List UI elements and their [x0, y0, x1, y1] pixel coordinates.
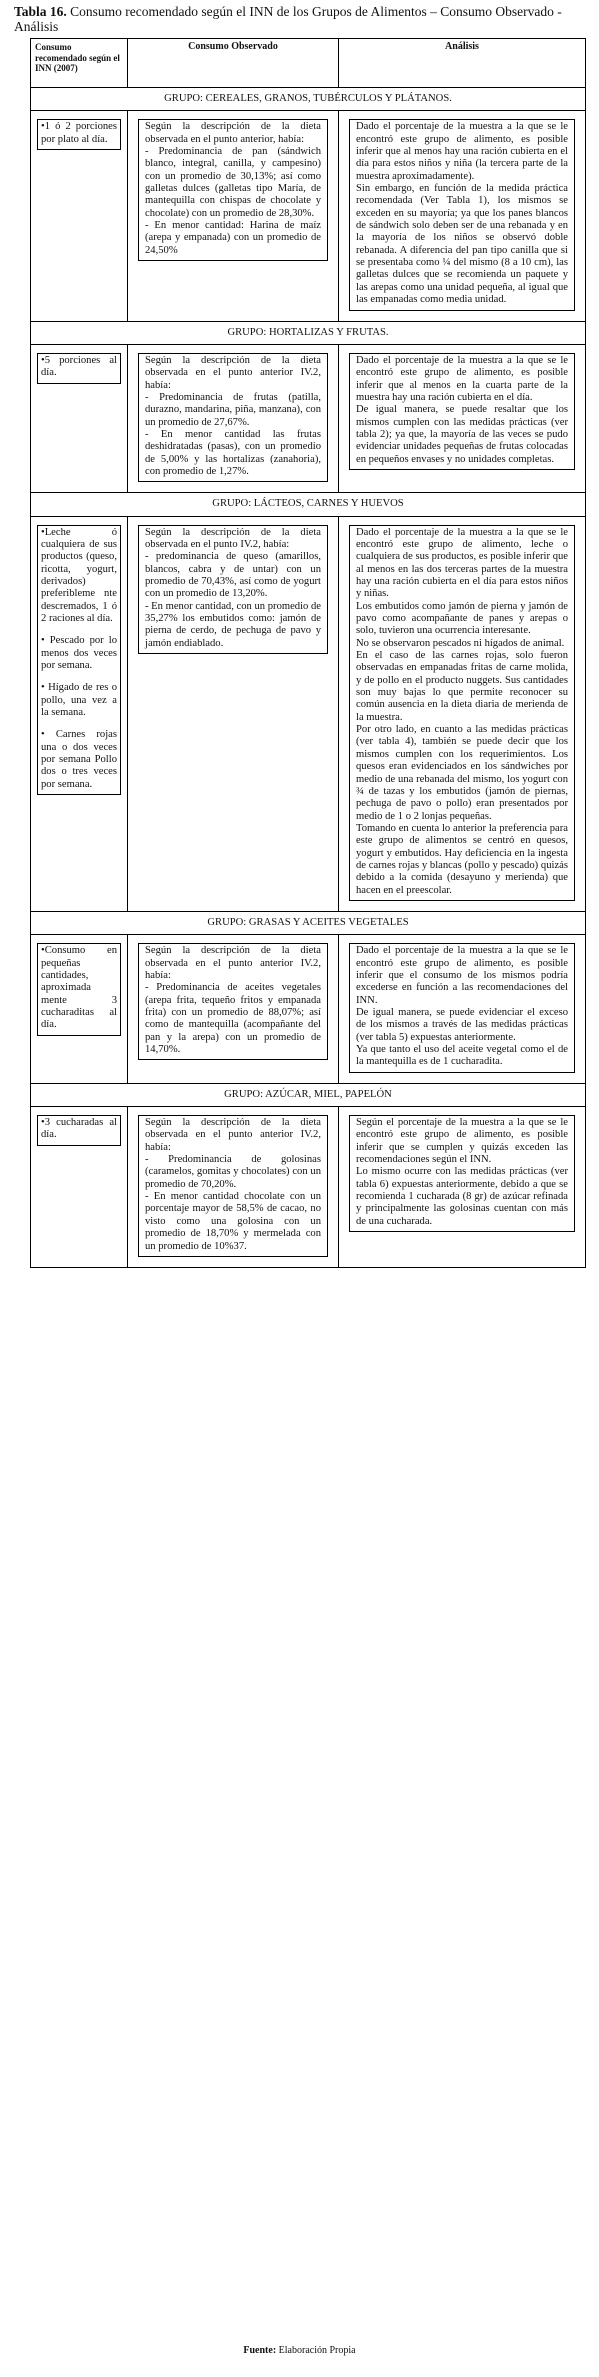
cell-paragraph: Dado el porcentaje de la muestra a la que se le encontró este grupo de alimento, leche o cualquiera de sus productos, es posible inferir que al menos en las dos terceras partes de la muestra hay una ración cubierta en el día para estos niños y niñas. — [356, 526, 568, 600]
analysis-cell — [339, 516, 586, 911]
cell-paragraph: - En menor cantidad las frutas deshidratadas (pasas), con un promedio de 5,00% y las hortalizas (zanahoria), con promedio de 1,27%. — [145, 428, 321, 477]
recommended-cell — [31, 1107, 128, 1268]
cell-paragraph: Según el porcentaje de la muestra a la que se le encontró este grupo de alimento, es posible inferir que se cumplen y quizás exceden las recomendaciones según el INN. — [356, 1117, 568, 1166]
cell-box — [37, 525, 121, 796]
observed-cell — [128, 516, 339, 911]
food-groups-table — [30, 38, 586, 1268]
header-analysis: Análisis — [339, 39, 586, 88]
cell-box — [138, 943, 328, 1060]
cell-paragraph: Los embutidos como jamón de pierna y jamón de pavo como acompañante de panes y arepas o solo, tuvieron una ocurrencia interesante. — [356, 600, 568, 637]
group-header-row — [31, 911, 586, 934]
cell-box — [37, 353, 121, 384]
cell-box — [138, 1115, 328, 1257]
observed-cell — [128, 935, 339, 1083]
cell-paragraph: •3 cucharadas al día. — [41, 1117, 117, 1141]
group-header-row — [31, 493, 586, 516]
cell-paragraph: De igual manera, se puede resaltar que los mismos cumplen con las medidas prácticas (ver tabla 2); ya que, la mayoría de las veces se pudo evidenciar unidades pequeñas de frutas colocadas en pequeños envases y no unidades completas. — [356, 404, 568, 465]
cell-box — [349, 1115, 575, 1232]
header-observed: Consumo Observado — [128, 39, 339, 88]
cell-paragraph: •Leche ó cualquiera de sus productos (queso, ricotta, yogurt, derivados) preferibleme nte descremados, 1 ó 2 raciones al día. — [41, 526, 117, 625]
caption-label: Tabla 16. — [14, 4, 67, 19]
cell-paragraph: Lo mismo ocurre con las medidas prácticas (ver tabla 6) expuestas anteriormente, debido a que se recomienda 1 cucharada (8 gr) de azúcar refinada y principalmente las golosinas cuentan con más de una cucharada. — [356, 1166, 568, 1227]
cell-paragraph: •1 ó 2 porciones por plato al día. — [41, 121, 117, 145]
cell-paragraph: •5 porciones al día. — [41, 354, 117, 379]
cell-paragraph: • Carnes rojas una o dos veces por semana Pollo dos o tres veces por semana. — [41, 729, 117, 790]
observed-cell — [128, 111, 339, 321]
cell-box — [349, 119, 575, 310]
cell-paragraph: Sin embargo, en función de la medida práctica recomendada (Ver Tabla 1), los mismos se exceden en su mayoría; ya que los panes blancos de sándwich solo deben ser de una rebanada y en la mayoría de los niños se observó doble rebanada. A diferencia del pan tipo canilla que si se presentaba como ¼ del mismo (8 a 10 cm), las galletas dulces que se recomienda un paquete y las arepas como una unidad pequeña, al igual que las empanadas como media unidad. — [356, 183, 568, 306]
spacer — [41, 625, 117, 635]
analysis-cell — [339, 344, 586, 492]
cell-paragraph: • Hígado de res o pollo, una vez a la semana. — [41, 682, 117, 719]
cell-paragraph: Según la descripción de la dieta observada en el punto anterior IV.2, había: — [145, 1117, 321, 1153]
recommended-cell — [31, 516, 128, 911]
cell-paragraph: - Predominancia de frutas (patilla, durazno, mandarina, piña, manzana), con un promedio de 27,67%. — [145, 391, 321, 428]
analysis-cell — [339, 935, 586, 1083]
cell-paragraph: Dado el porcentaje de la muestra a la que se le encontró este grupo de alimento, es posible inferir que al menos hay una ración cubierta en el día para estos niños y niña (la tercera parte de la muestra aproximadamente). — [356, 121, 568, 182]
cell-box — [138, 119, 328, 261]
observed-cell — [128, 344, 339, 492]
cell-box — [138, 525, 328, 654]
cell-box — [37, 1115, 121, 1146]
group-header-row — [31, 321, 586, 344]
source-note — [0, 2345, 599, 2356]
cell-paragraph: •Consumo en pequeñas cantidades, aproximada mente 3 cucharaditas al día. — [41, 945, 117, 1031]
recommended-cell — [31, 935, 128, 1083]
group-title: GRUPO: GRASAS Y ACEITES VEGETALES — [31, 911, 586, 934]
group-header-row — [31, 88, 586, 111]
cell-paragraph: Tomando en cuenta lo anterior la preferencia para este grupo de alimentos se centró en quesos, yogurt y embutidos. Hay deficiencia en la ingesta de carnes rojas y blancas (pollo y pescado) quizás debido a la comida (desayuno y merienda) que hacen en el preescolar. — [356, 822, 568, 896]
caption-text: Consumo recomendado según el INN de los Grupos de Alimentos – Consumo Observado - Análisis — [14, 4, 562, 34]
spacer — [41, 719, 117, 729]
cell-paragraph: - predominancia de queso (amarillos, blancos, cabra y de untar) con un promedio de 70,43%, así como de yogurt con un promedio de 13,20%. — [145, 551, 321, 600]
spacer — [41, 672, 117, 682]
observed-cell — [128, 1107, 339, 1268]
table-row — [31, 935, 586, 1083]
cell-paragraph: Ya que tanto el uso del aceite vegetal como el de la mantequilla es de 1 cucharadita. — [356, 1044, 568, 1068]
cell-paragraph: - En menor cantidad, con un promedio de 35,27% los embutidos como: jamón de pierna de cerdo, de pechuga de pavo y jamón endiablado. — [145, 600, 321, 649]
recommended-cell — [31, 111, 128, 321]
header-recommended: Consumo recomendado según el INN (2007) — [31, 39, 128, 88]
cell-paragraph: Por otro lado, en cuanto a las medidas prácticas (ver tabla 4), también se puede decir que los mismos cumplen con los requerimientos. Los quesos eran evidenciados en los sándwiches por medio de una rebanada del mismo, los yogurt con ¾ de tazas y los embutidos (jamón de piernas, pechuga de pavo o pollo) eran presentados por medio de 1 o 2 lonjas pequeñas. — [356, 724, 568, 822]
cell-box — [349, 943, 575, 1072]
recommended-cell — [31, 344, 128, 492]
cell-paragraph: Según la descripción de la dieta observada en el punto anterior IV.2, había: — [145, 945, 321, 981]
analysis-cell — [339, 1107, 586, 1268]
cell-paragraph: - Predominancia de pan (sándwich blanco, integral, canilla, y campesino) con un promedio de 30,13%; así como galletas dulces (galletas tipo María, de mantequilla con chispas de chocolate y chocolate) con un promedio de 28,30%. — [145, 146, 321, 219]
cell-box — [349, 353, 575, 470]
cell-box — [37, 119, 121, 150]
table-row — [31, 1107, 586, 1268]
cell-paragraph: Según la descripción de la dieta observada en el punto anterior IV.2, había: — [145, 354, 321, 391]
cell-paragraph: No se observaron pescados ni hígados de animal. — [356, 637, 565, 649]
cell-box — [37, 943, 121, 1035]
cell-paragraph: Dado el porcentaje de la muestra a la que se le encontró este grupo de alimento, es posible inferir que el consumo de los mismos podría excederse en función a las recomendaciones del INN. — [356, 945, 568, 1006]
cell-paragraph: En el caso de las carnes rojas, solo fueron observadas en empanadas fritas de carne molida, y de pollo en el producto nuggets. Sus cantidades son muy bajas lo que permite reconocer su común ausencia en la dieta diaria de merienda de la muestra. — [356, 650, 568, 723]
cell-box — [349, 525, 575, 901]
cell-paragraph: - En menor cantidad: Harina de maíz (arepa y empanada) con un promedio de 24,50% — [145, 220, 321, 256]
group-title: GRUPO: AZÚCAR, MIEL, PAPELÓN — [31, 1083, 586, 1106]
table-row — [31, 111, 586, 321]
cell-paragraph: Según la descripción de la dieta observada en el punto anterior, había: — [145, 121, 321, 145]
source-label: Fuente: — [243, 2345, 277, 2356]
cell-paragraph: - Predominancia de aceites vegetales (arepa frita, tequeño fritos y empanada frita) con un promedio de 88,07%; así como de mantequilla (acompañante del pan y la arepa) con un promedio de 14,70%. — [145, 982, 321, 1056]
group-title: GRUPO: LÁCTEOS, CARNES Y HUEVOS — [31, 493, 586, 516]
cell-paragraph: Dado el porcentaje de la muestra a la que se le encontró este grupo de alimento, es posible inferir que al menos en la cuarta parte de la muestra hay una ración cubierta en el día. — [356, 354, 568, 403]
table-caption — [14, 4, 589, 34]
cell-paragraph: - Predominancia de golosinas (caramelos, gomitas y chocolates) con un promedio de 70,20%. — [145, 1154, 321, 1190]
source-text: Elaboración Propia — [278, 2345, 356, 2356]
group-title: GRUPO: HORTALIZAS Y FRUTAS. — [31, 321, 586, 344]
cell-box — [138, 353, 328, 482]
table-row — [31, 344, 586, 492]
header-row — [31, 39, 586, 88]
analysis-cell — [339, 111, 586, 321]
cell-paragraph: - En menor cantidad chocolate con un porcentaje mayor de 58,5% de cacao, no visto como una golosina con un promedio de 18,70% y mermelada con un promedio de 10%37. — [145, 1191, 321, 1252]
cell-paragraph: Según la descripción de la dieta observada en el punto IV.2, había: — [145, 526, 321, 550]
cell-paragraph: De igual manera, se puede evidenciar el exceso de los mismos a través de las medidas prácticas (ver tabla 5) expuestas anteriormente. — [356, 1007, 568, 1043]
cell-paragraph: • Pescado por lo menos dos veces por semana. — [41, 635, 117, 672]
table-row — [31, 516, 586, 911]
group-title: GRUPO: CEREALES, GRANOS, TUBÉRCULOS Y PLÁTANOS. — [31, 88, 586, 111]
group-header-row — [31, 1083, 586, 1106]
